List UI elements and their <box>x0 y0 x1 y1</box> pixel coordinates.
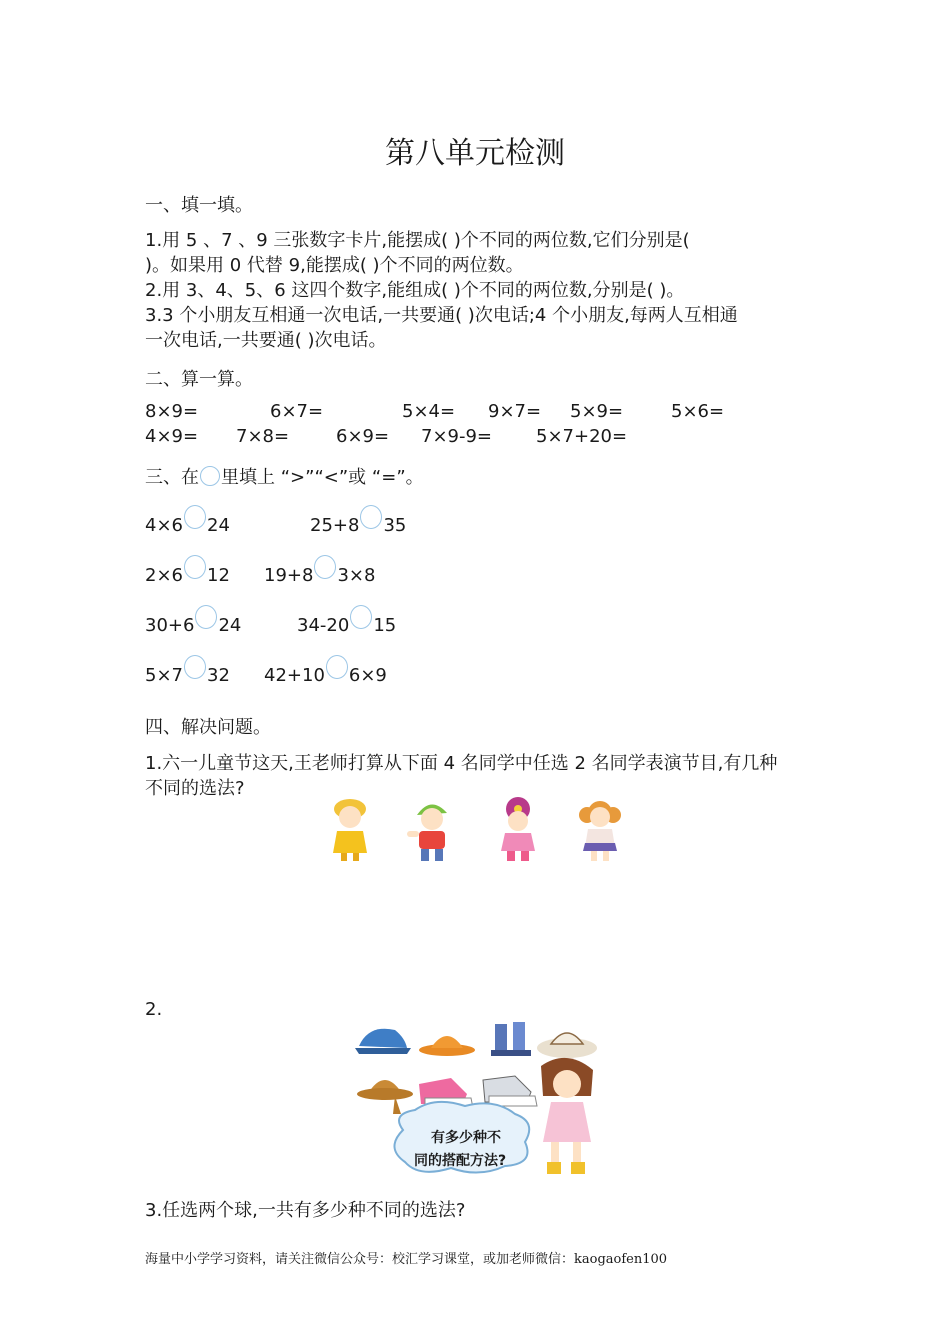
grey-sneakers-icon <box>483 1076 537 1106</box>
section4-heading: 四、解决问题。 <box>145 717 271 738</box>
calc-item: 5×7+20= <box>536 426 628 447</box>
rain-boots-icon <box>491 1022 531 1056</box>
s1-q3-line2: 一次电话,一共要通( )次电话。 <box>145 330 387 351</box>
compare-blank[interactable] <box>350 605 372 629</box>
compare-blank[interactable] <box>360 505 382 529</box>
calc-item: 9×7= <box>488 401 542 422</box>
compare-item: 30+6 24 <box>145 605 241 636</box>
s3-heading-pre: 三、在 <box>145 467 199 488</box>
bubble-text-line1: 有多少种不 <box>431 1130 501 1146</box>
child-curly-hair-icon <box>575 795 625 865</box>
calc-item: 6×9= <box>336 426 390 447</box>
s4-q1-line1: 1.六一儿童节这天,王老师打算从下面 4 名同学中任选 2 名同学表演节目,有几种 <box>145 753 778 774</box>
section2-heading: 二、算一算。 <box>145 369 253 390</box>
child-yellow-hat-icon <box>325 795 375 865</box>
compare-blank[interactable] <box>314 555 336 579</box>
calc-item: 4×9= <box>145 426 199 447</box>
s1-q2: 2.用 3、4、5、6 这四个数字,能组成( )个不同的两位数,分别是( )。 <box>145 280 685 301</box>
calc-item: 7×8= <box>236 426 290 447</box>
page-footer: 海量中小学学习资料，请关注微信公众号：校汇学习课堂，或加老师微信：kaogaofen100 <box>145 1252 668 1267</box>
calc-item: 7×9-9= <box>421 426 493 447</box>
compare-item: 5×7 32 <box>145 655 230 686</box>
blue-cap-icon <box>355 1029 411 1054</box>
compare-item: 4×6 24 <box>145 505 230 536</box>
child-flower-hat-icon <box>493 795 543 865</box>
compare-item: 42+10 6×9 <box>264 655 387 686</box>
compare-blank[interactable] <box>184 655 206 679</box>
s3-heading-post: 里填上 “>”“<”或 “=”。 <box>221 467 424 488</box>
orange-hat-icon <box>419 1036 475 1056</box>
calc-item: 5×9= <box>570 401 624 422</box>
s1-q3-line1: 3.3 个小朋友互相通一次电话,一共要通( )次电话;4 个小朋友,每两人互相通 <box>145 305 738 326</box>
section3-heading <box>145 463 424 489</box>
compare-item: 25+8 35 <box>310 505 406 536</box>
compare-blank[interactable] <box>195 605 217 629</box>
section1-heading: 一、填一填。 <box>145 195 253 216</box>
compare-blank[interactable] <box>184 505 206 529</box>
s1-q1-line1: 1.用 5 、7 、9 三张数字卡片,能摆成( )个不同的两位数,它们分别是( <box>145 230 690 251</box>
bubble-text-line2: 同的搭配方法? <box>414 1153 507 1169</box>
compare-circle-icon <box>200 466 220 486</box>
calc-item: 5×6= <box>671 401 725 422</box>
s4-q2: 2. <box>145 999 163 1020</box>
page-title: 第八单元检测 <box>385 136 565 171</box>
compare-item: 2×6 12 <box>145 555 230 586</box>
compare-blank[interactable] <box>184 555 206 579</box>
s1-q1-line2: )。如果用 0 代替 9,能摆成( )个不同的两位数。 <box>145 255 524 276</box>
white-hat-icon <box>537 1033 597 1058</box>
girl-icon <box>541 1058 593 1174</box>
calc-item: 6×7= <box>270 401 324 422</box>
s4-q3: 3.任选两个球,一共有多少种不同的选法? <box>145 1200 466 1221</box>
calc-item: 8×9= <box>145 401 199 422</box>
compare-item: 19+8 3×8 <box>264 555 375 586</box>
s4-q1-line2: 不同的选法? <box>145 778 245 799</box>
brown-hat-icon <box>357 1080 413 1114</box>
calc-item: 5×4= <box>402 401 456 422</box>
compare-item: 34-20 15 <box>297 605 396 636</box>
compare-blank[interactable] <box>326 655 348 679</box>
child-green-hat-icon <box>403 795 458 865</box>
